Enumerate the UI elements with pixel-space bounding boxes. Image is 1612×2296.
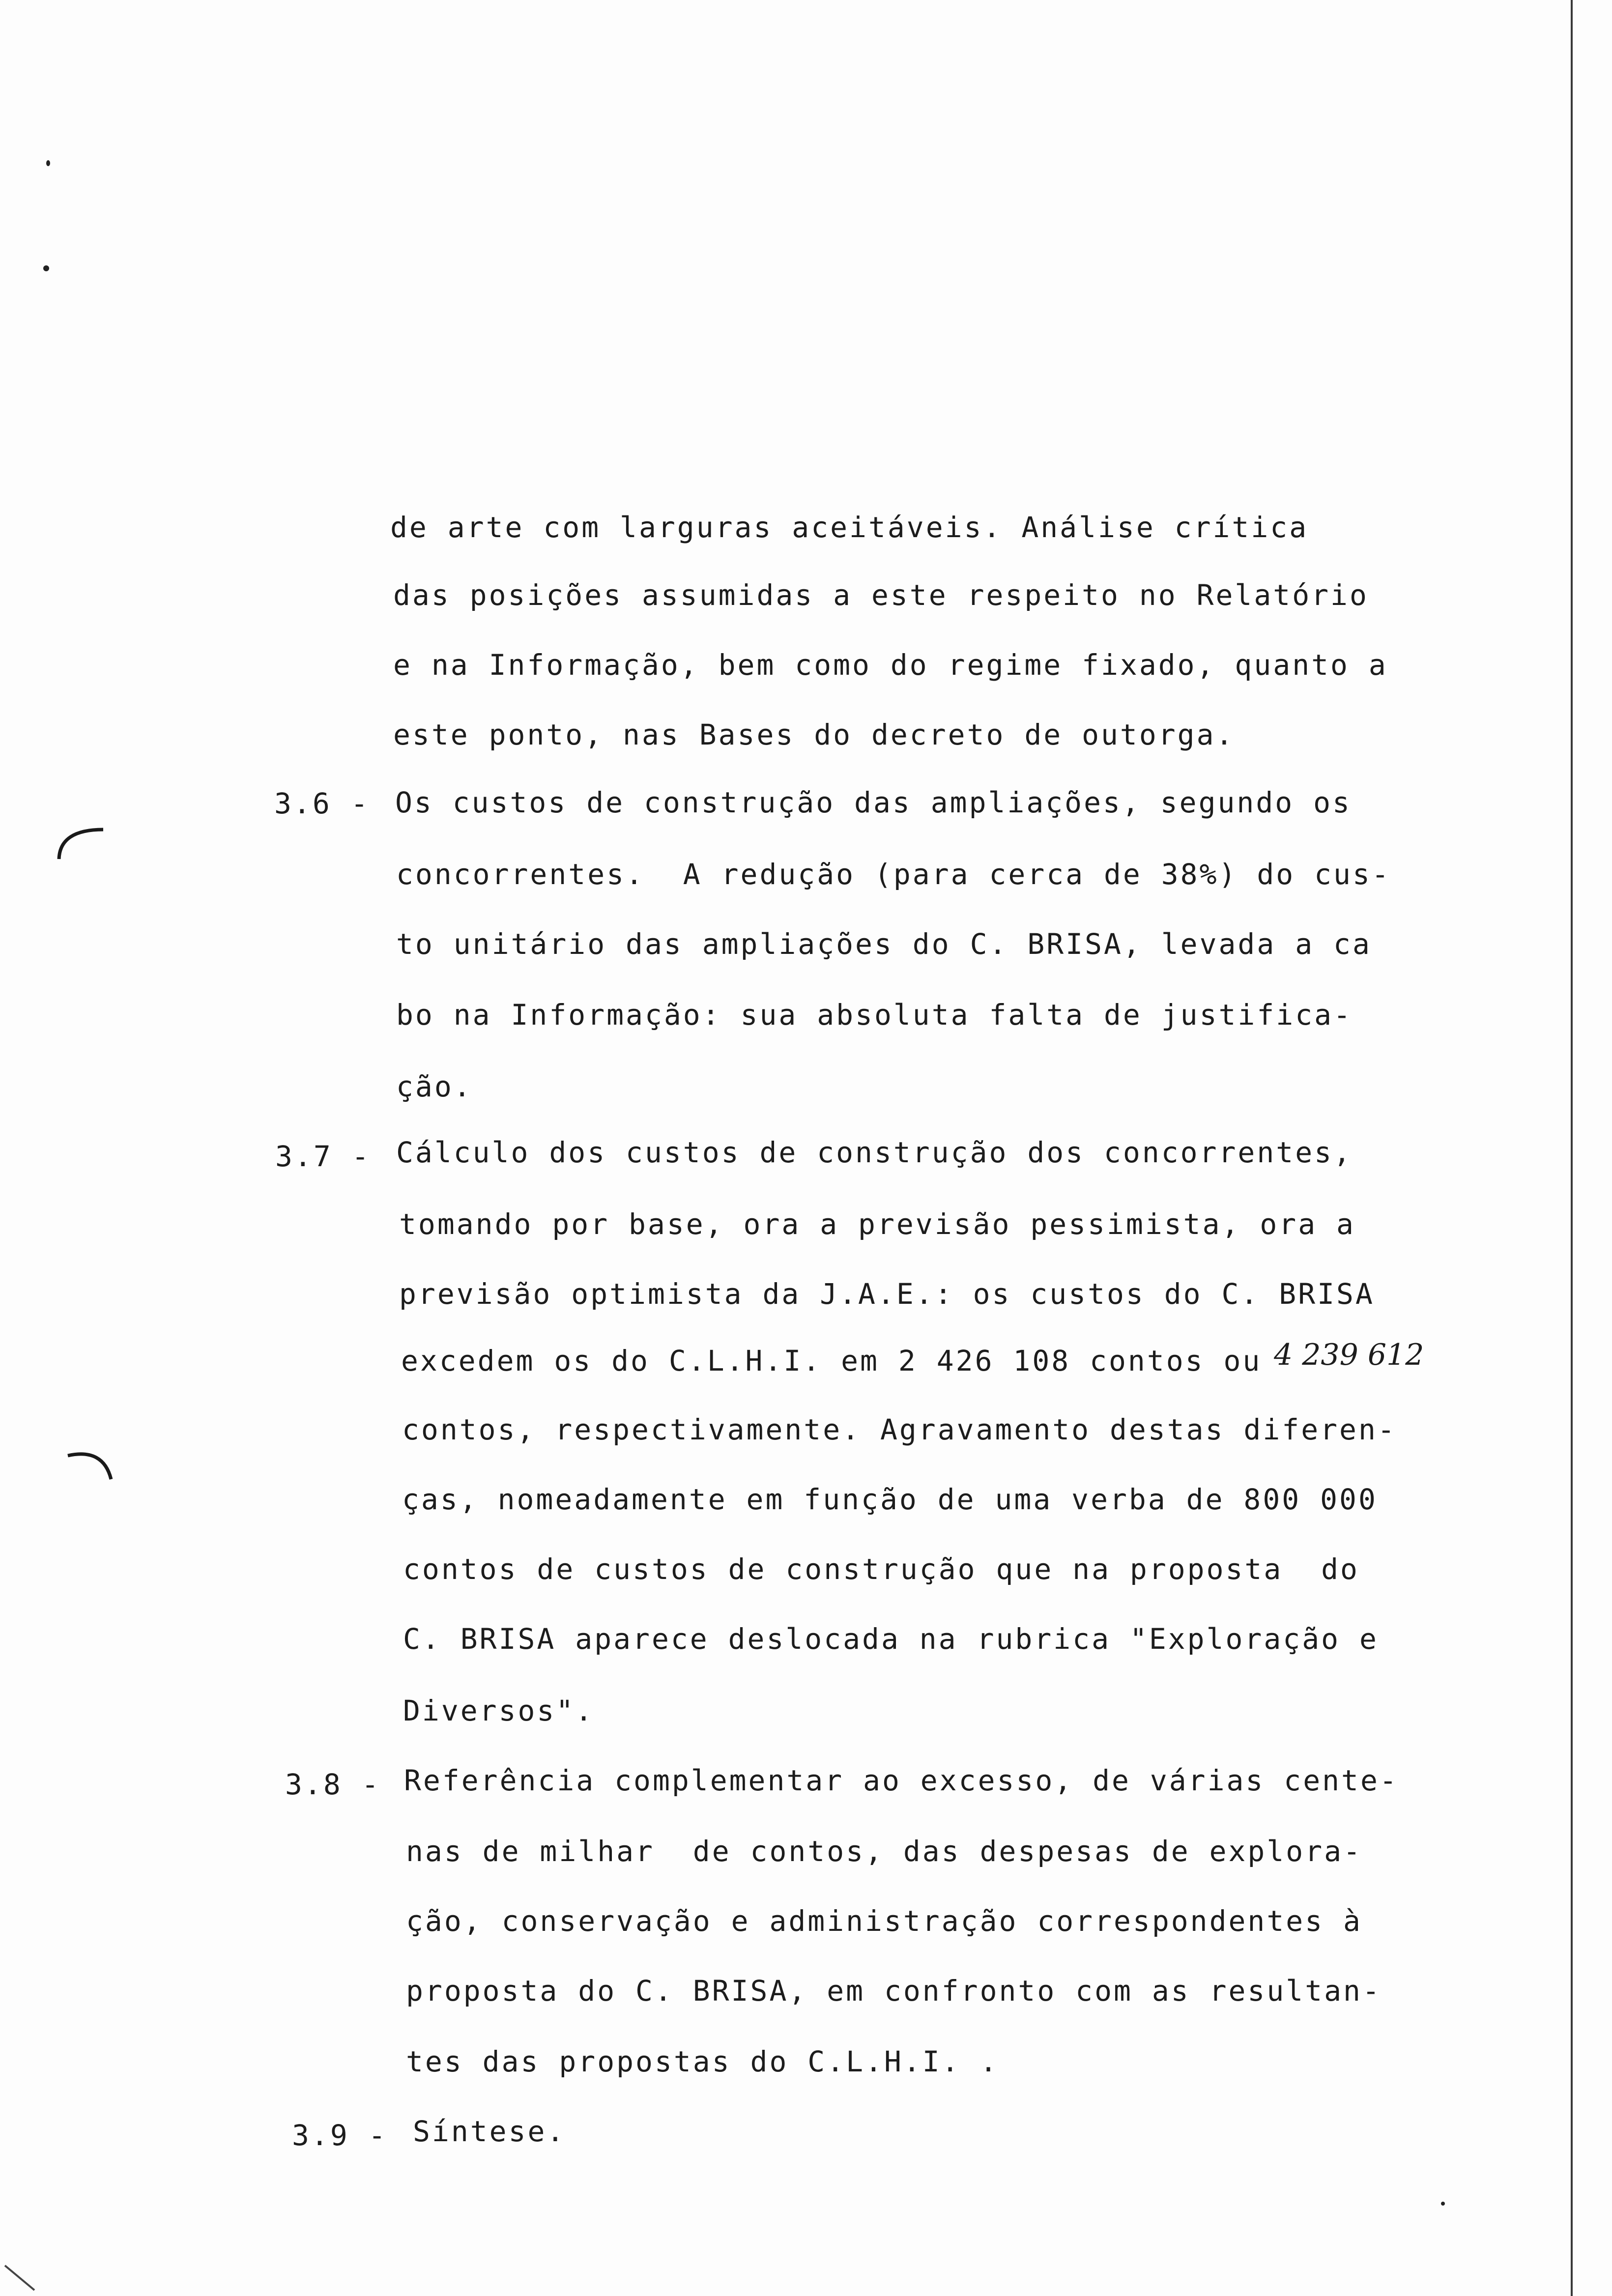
text-line: ção, conservação e administração correspondentes à — [406, 1904, 1362, 1938]
section-number: 3.7 - — [275, 1140, 371, 1173]
text-line: ção. — [396, 1070, 473, 1103]
text-line: Referência complementar ao excesso, de várias cente- — [404, 1764, 1399, 1797]
text-line: previsão optimista da J.A.E.: os custos do C. BRISA — [399, 1277, 1375, 1311]
text-line: Diversos". — [403, 1694, 595, 1727]
text-line: de arte com larguras aceitáveis. Análise crítica — [390, 511, 1309, 544]
text-line: Os custos de construção das ampliações, segundo os — [395, 786, 1352, 819]
text-line: C. BRISA aparece deslocada na rubrica "Exploração e — [403, 1622, 1379, 1656]
text-line: tomando por base, ora a previsão pessimista, ora a — [399, 1207, 1355, 1241]
text-line: nas de milhar de contos, das despesas de explora- — [406, 1835, 1362, 1868]
text-line: bo na Informação: sua absoluta falta de justifica- — [396, 998, 1353, 1032]
text-line: to unitário das ampliações do C. BRISA, levada a ca — [396, 927, 1372, 961]
text-line: proposta do C. BRISA, em confronto com as resultan- — [406, 1974, 1382, 2008]
text-line: excedem os do C.L.H.I. em 2 426 108 contos ou — [401, 1344, 1262, 1378]
text-line: Cálculo dos custos de construção dos concorrentes, — [396, 1136, 1353, 1169]
text-line: contos, respectivamente. Agravamento destas diferen- — [402, 1413, 1397, 1446]
text-line: este ponto, nas Bases do decreto de outorga. — [393, 718, 1235, 751]
section-number: 3.8 - — [285, 1768, 381, 1801]
text-line: das posições assumidas a este respeito no Relatório — [393, 578, 1369, 612]
text-line: ças, nomeadamente em função de uma verba de 800 000 — [402, 1483, 1378, 1516]
text-line: e na Informação, bem como do regime fixado, quanto a — [393, 648, 1388, 682]
section-number: 3.9 - — [292, 2119, 388, 2152]
text-line: contos de custos de construção que na proposta do — [403, 1552, 1359, 1586]
text-line: Síntese. — [413, 2115, 566, 2148]
text-line: tes das propostas do C.L.H.I. . — [406, 2045, 999, 2078]
handwritten-amount: 4 239 612 — [1274, 1338, 1424, 1372]
section-number: 3.6 - — [274, 787, 370, 820]
text-line: concorrentes. A redução (para cerca de 38%) do cus- — [396, 858, 1391, 891]
